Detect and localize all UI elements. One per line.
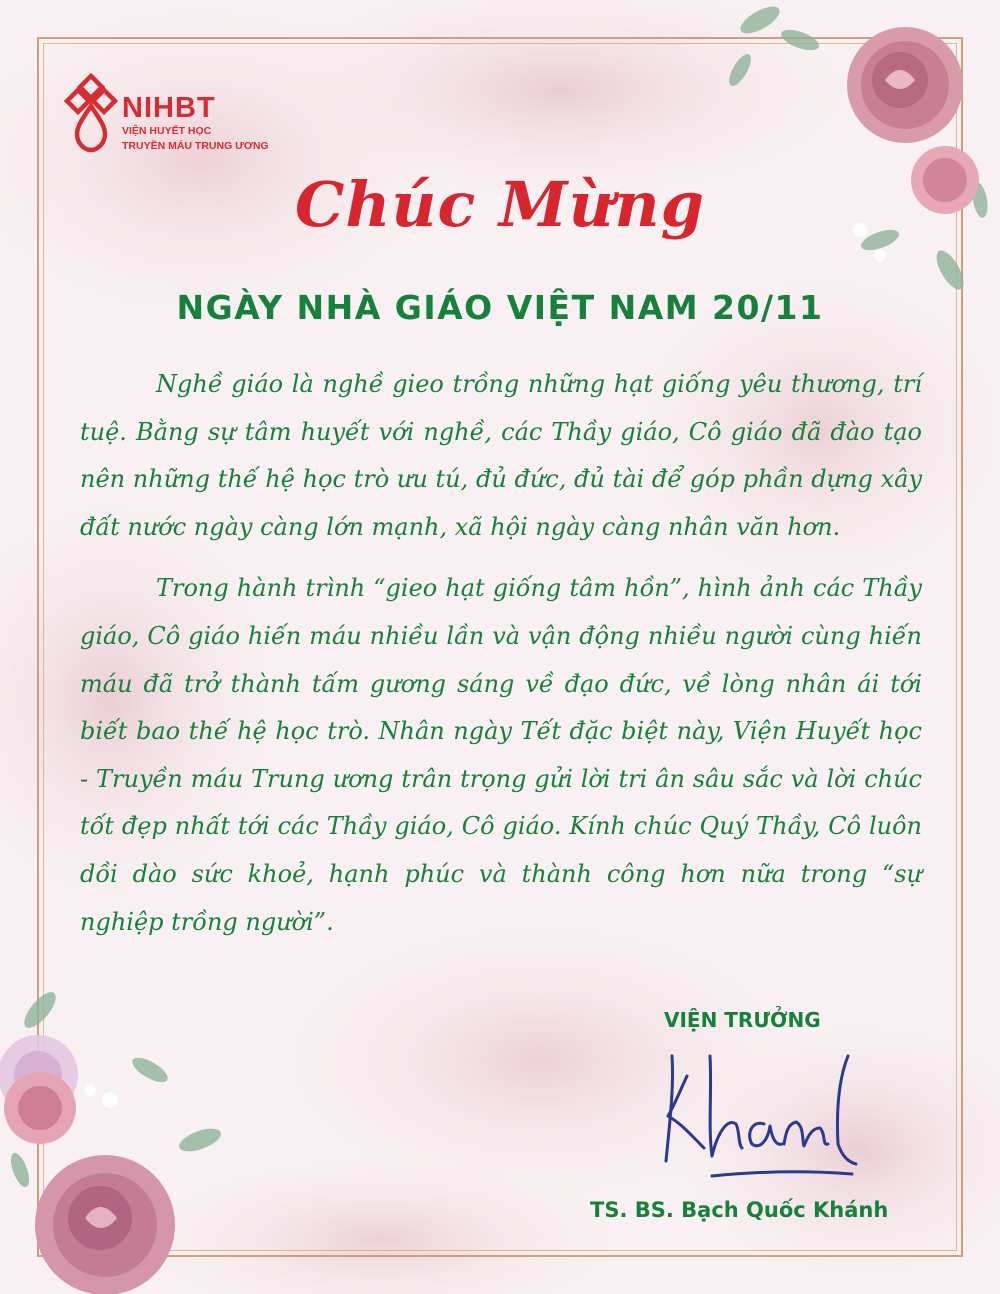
logo-acronym: NIHBT: [122, 92, 216, 124]
letter-body: [80, 361, 922, 946]
roses-bottom-left-decoration: [0, 990, 240, 1294]
roses-top-right-decoration: [700, 0, 1000, 300]
logo-line-2: TRUYỀN MÁU TRUNG ƯƠNG: [122, 140, 269, 152]
handwritten-signature: [652, 1036, 872, 1186]
paragraph-1: Nghề giáo là nghề gieo trồng những hạt giống yêu thương, trí tuệ. Bằng sự tâm huyết với nghề, các Thầy giáo, Cô giáo đã đào tạo nên những thế hệ học trò ưu tú, đủ đức, đủ tài để góp phần dựng xây đất nước ngày càng lớn mạnh, xã hội ngày càng nhân văn hơn.: [80, 370, 922, 541]
signer-position: VIỆN TRƯỞNG: [664, 1008, 821, 1032]
greeting-script-title: Chúc Mừng: [295, 168, 705, 241]
logo-line-1: VIỆN HUYẾT HỌC: [122, 125, 212, 137]
occasion-title: NGÀY NHÀ GIÁO VIỆT NAM 20/11: [176, 288, 824, 327]
paragraph-2: Trong hành trình “gieo hạt giống tâm hồn”, hình ảnh các Thầy giáo, Cô giáo hiến máu nhiều lần và vận động nhiều người cùng hiến máu đã trở thành tấm gương sáng về đạo đức, về lòng nhân ái tới biết bao thế hệ học trò. Nhân ngày Tết đặc biệt này, Viện Huyết học - Truyền máu Trung ương trân trọng gửi lời tri ân sâu sắc và lời chúc tốt đẹp nhất tới các Thầy giáo, Cô giáo. Kính chúc Quý Thầy, Cô luôn dồi dào sức khoẻ, hạnh phúc và thành công hơn nữa trong “sự nghiệp trồng người”.: [80, 574, 922, 936]
signer-name: TS. BS. Bạch Quốc Khánh: [590, 1198, 889, 1222]
